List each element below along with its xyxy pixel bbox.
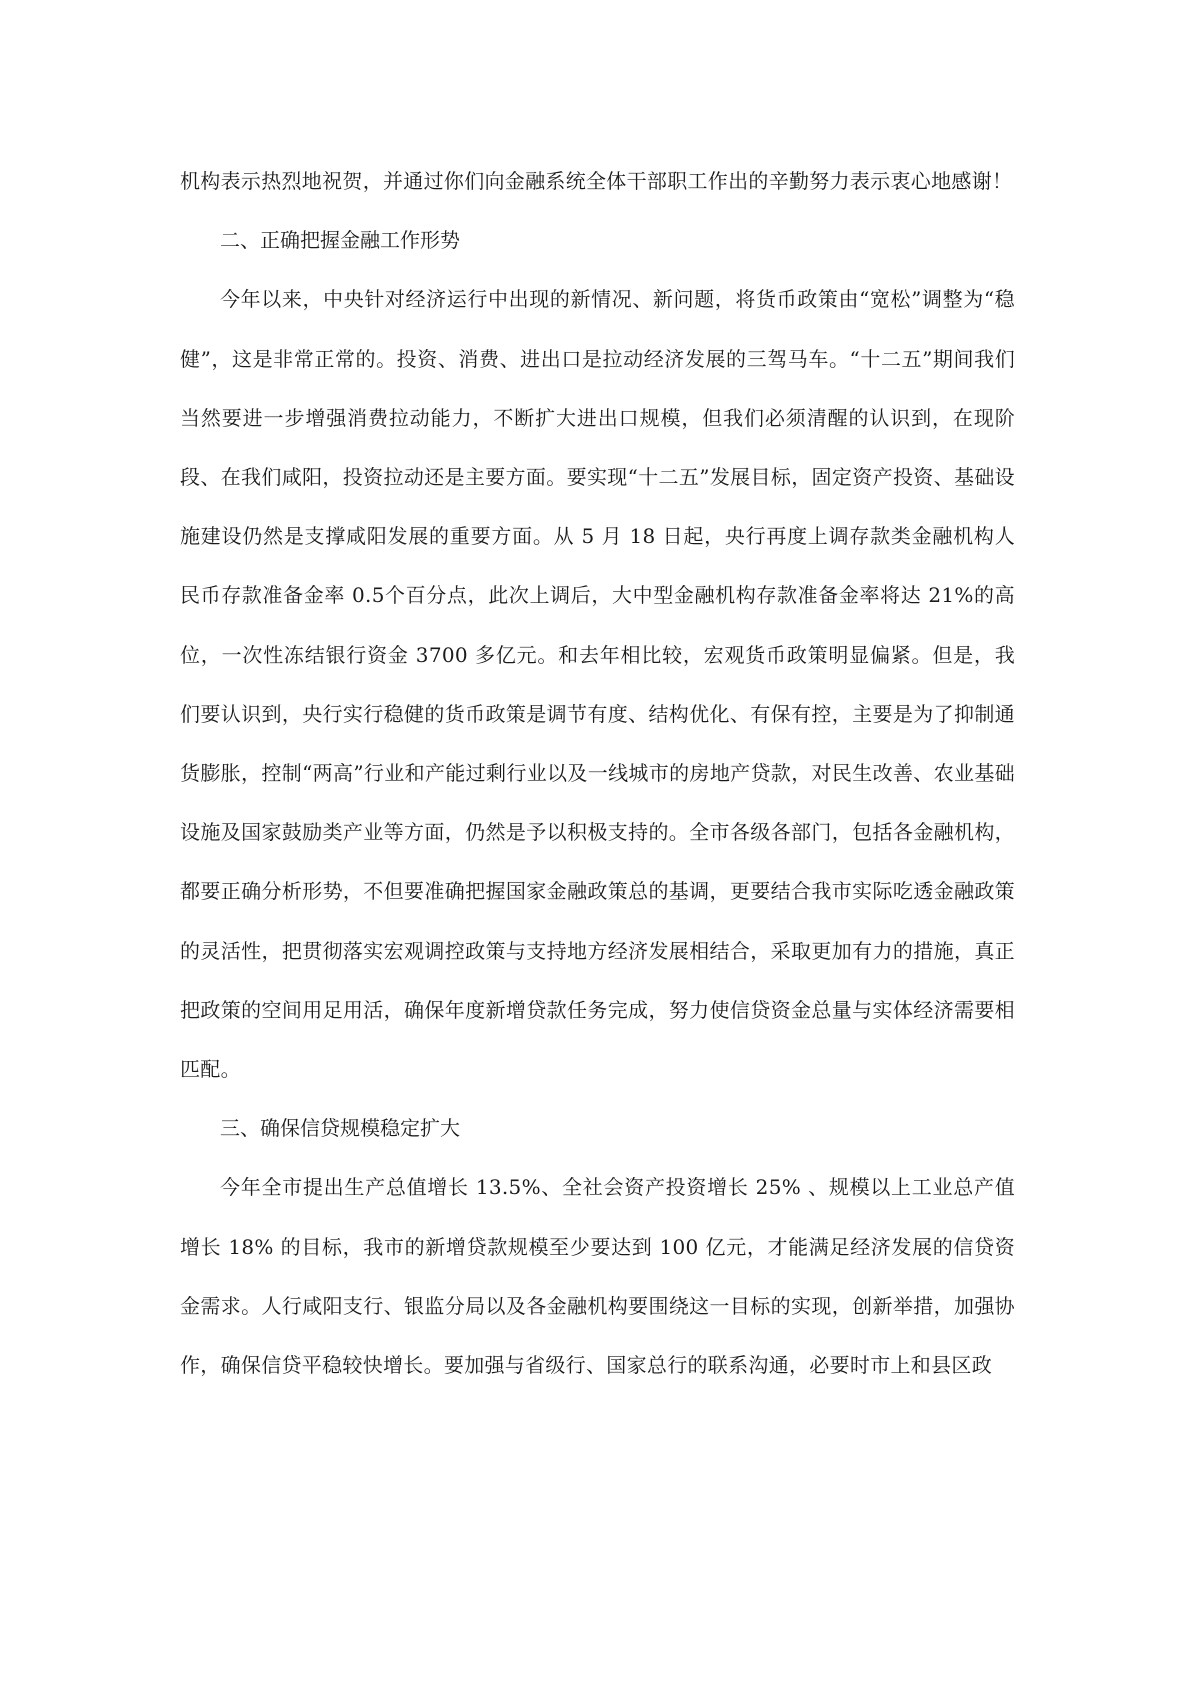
section-heading-2: 二、正确把握金融工作形势 bbox=[220, 228, 460, 253]
paragraph-intro-end: 机构表示热烈地祝贺，并通过你们向金融系统全体干部职工作出的辛勤努力表示衷心地感谢！ bbox=[180, 169, 1013, 193]
section-heading-3: 三、确保信贷规模稳定扩大 bbox=[220, 1116, 460, 1141]
document-body bbox=[180, 152, 1015, 1395]
paragraph-credit-scale: 今年全市提出生产总值增长 13.5%、全社会资产投资增长 25% 、规模以上工业总产值增长 18% 的目标，我市的新增贷款规模至少要达到 100 亿元，才能满足经济发展的信贷资金需求。人行咸阳支行、银监分局以及各金融机构要围绕这一目标的实现，创新举措，加强协作，确保信贷平稳较快增长。要加强与省级行、国家总行的联系沟通，必要时市上和县区政 bbox=[180, 1175, 1015, 1378]
paragraph-financial-situation: 今年以来，中央针对经济运行中出现的新情况、新问题，将货币政策由“宽松”调整为“稳健”，这是非常正常的。投资、消费、进出口是拉动经济发展的三驾马车。“十二五”期间我们当然要进一步增强消费拉动能力，不断扩大进出口规模，但我们必须清醒的认识到，在现阶段、在我们咸阳，投资拉动还是主要方面。要实现“十二五”发展目标，固定资产投资、基础设施建设仍然是支撑咸阳发展的重要方面。从 5 月 18 日起，央行再度上调存款类金融机构人民币存款准备金率 0.5个百分点，此次上调后，大中型金融机构存款准备金率将达 21%的高位，一次性冻结银行资金 3700 多亿元。和去年相比较，宏观货币政策明显偏紧。但是，我们要认识到，央行实行稳健的货币政策是调节有度、结构优化、有保有控，主要是为了抑制通货膨胀，控制“两高”行业和产能过剩行业以及一线城市的房地产贷款，对民生改善、农业基础设施及国家鼓励类产业等方面，仍然是予以积极支持的。全市各级各部门，包括各金融机构，都要正确分析形势，不但要准确把握国家金融政策总的基调，更要结合我市实际吃透金融政策的灵活性，把贯彻落实宏观调控政策与支持地方经济发展相结合，采取更加有力的措施，真正把政策的空间用足用活，确保年度新增贷款任务完成，努力使信贷资金总量与实体经济需要相匹配。 bbox=[180, 287, 1015, 1082]
